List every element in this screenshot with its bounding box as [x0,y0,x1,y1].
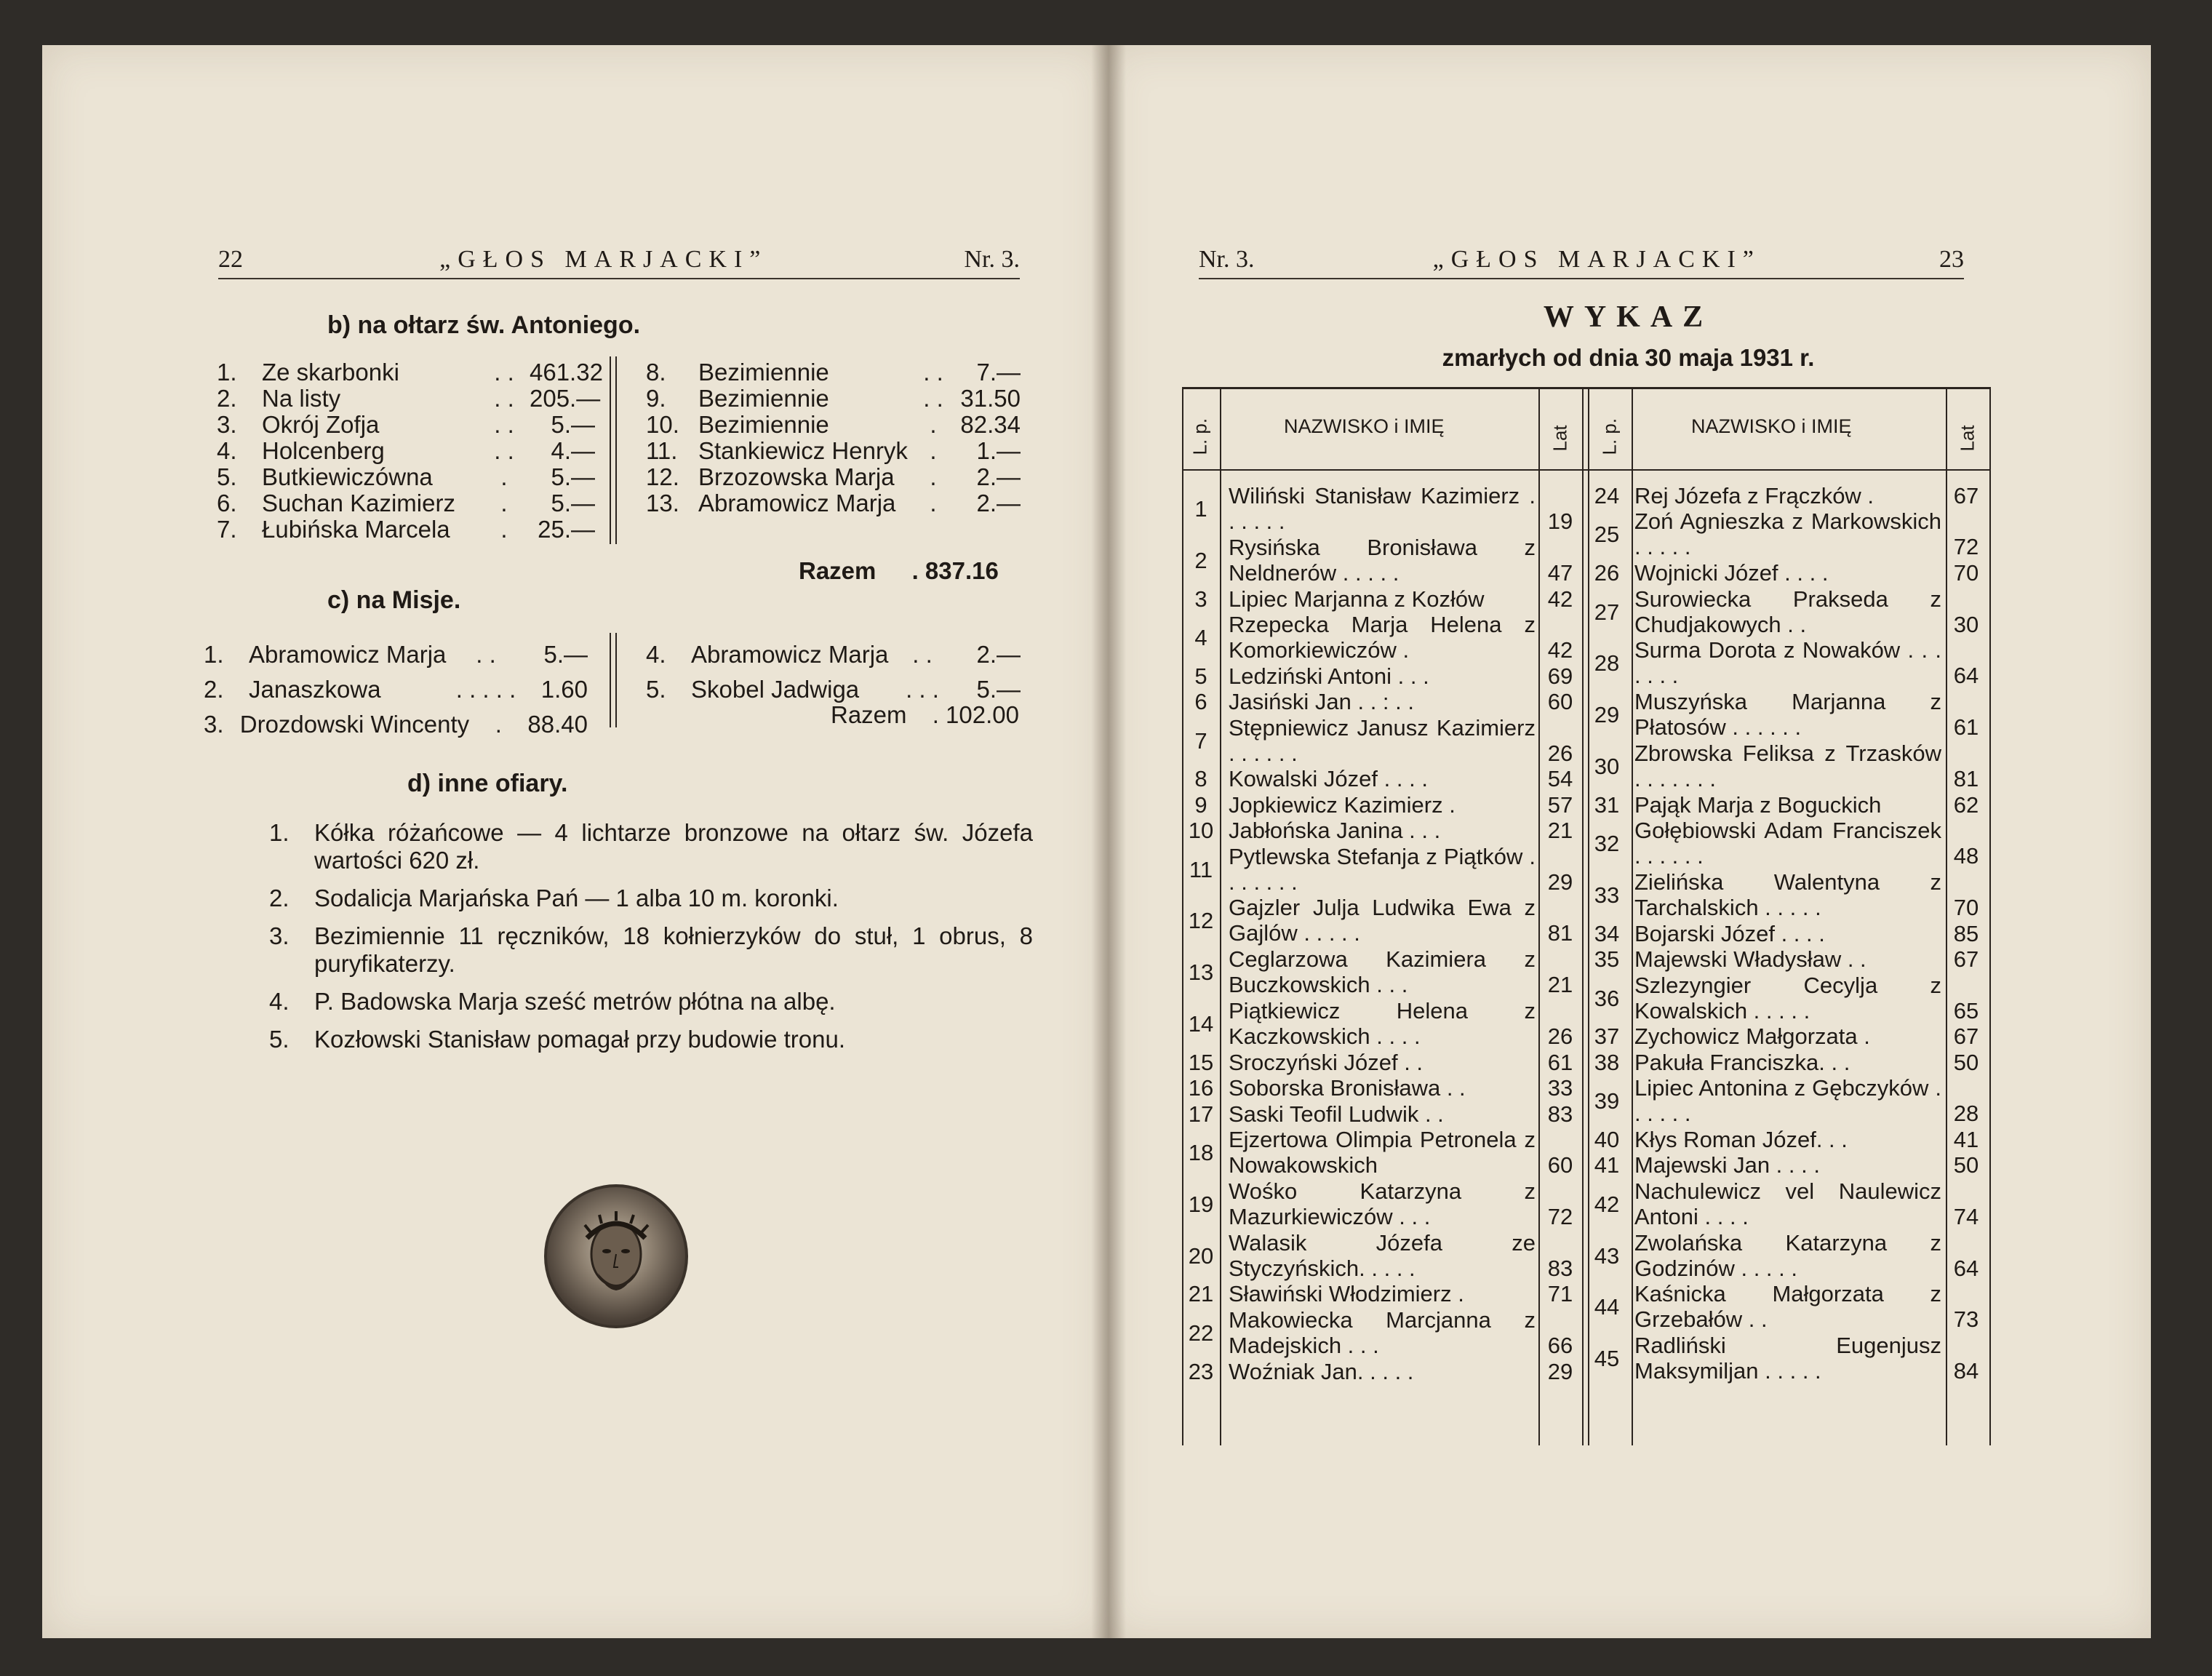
row-age: 73 [1953,1306,1979,1333]
offering-text: Kółka różańcowe — 4 lichtarze bronzowe na ołtarz św. Józefa wartości 620 zł. [314,819,1033,874]
offering-text: Sodalicja Marjańska Pań — 1 alba 10 m. koronki. [314,885,839,911]
section-b-total-label: Razem [799,557,877,584]
row-number: 30 [1594,754,1620,779]
donation-name: Łubińska Marcela [262,516,450,543]
row-number: 20 [1188,1242,1214,1269]
section-d-list [269,819,1033,1064]
row-number: 8 [1194,766,1207,792]
donation-number: 6. [217,490,237,516]
row-name: Ledziński Antoni . . . [1229,663,1429,689]
row-number: 17 [1188,1101,1214,1127]
donation-number: 1. [204,641,224,668]
row-name: Pakuła Franciszka. . . [1634,1049,1850,1075]
row-number: 32 [1594,831,1620,857]
row-number: 36 [1594,985,1620,1011]
row-age: 81 [1547,920,1573,946]
row-number: 14 [1188,1011,1214,1037]
donation-dots: . . [923,385,943,412]
donation-name: Bezimiennie [698,411,829,438]
row-name: Lipiec Antonina z Gębczyków . . . . . . [1634,1075,1941,1127]
donation-row [646,464,1021,490]
donation-row [646,359,1021,386]
row-number: 33 [1594,882,1620,908]
donation-name: Abramowicz Marja [698,490,896,516]
donation-dots: . . [494,359,514,386]
donation-name: Na listy [262,385,341,412]
donation-value: 2.— [976,641,1021,668]
donation-name: Okrój Zofja [262,411,380,438]
donation-value: 5.— [543,641,588,668]
row-age: 69 [1547,663,1573,689]
offering-text: Bezimiennie 11 ręczników, 18 kołnierzyków do stuł, 1 obrus, 8 puryfikaterzy. [314,922,1033,977]
donation-dots: . . [923,359,943,386]
row-name: Pająk Marja z Boguckich [1634,791,1882,818]
table-col-line [1989,389,1991,1445]
offering-number: 2. [269,885,290,911]
donation-name: Skobel Jadwiga [691,676,860,703]
row-age: 54 [1547,766,1573,792]
row-name: Bojarski Józef . . . . [1634,920,1825,946]
row-age: 67 [1953,483,1979,508]
row-number: 43 [1594,1242,1620,1269]
row-name: Gajzler Julja Ludwika Ewa z Gajlów . . . . . [1229,895,1536,946]
offering-text: P. Badowska Marja sześć metrów płótna na albę. [314,988,836,1015]
section-c-col1 [204,637,588,742]
donation-name: Ze skarbonki [262,359,399,386]
donation-dots: . . [476,641,496,668]
donation-dots: . [500,516,508,543]
row-number: 29 [1594,702,1620,728]
donation-row [217,359,603,386]
donation-number: 4. [646,641,666,668]
left-page-number: 22 [218,246,243,273]
row-age: 21 [1547,818,1573,844]
donation-row [217,464,595,490]
row-number: 5 [1194,663,1207,689]
row-age: 83 [1547,1101,1573,1127]
right-journal-title: „GŁOS MARJACKI” [1432,246,1761,273]
donation-value: 31.50 [960,385,1021,412]
row-age: 28 [1953,1101,1979,1127]
donation-dots: . . . . . [455,676,516,703]
donation-dots: . [500,490,508,516]
row-age: 70 [1953,895,1979,920]
row-age: 74 [1953,1203,1979,1229]
donation-value: 88.40 [527,711,588,738]
row-age: 42 [1547,586,1573,612]
row-name: Sroczyński Józef . . [1229,1049,1424,1075]
row-number: 35 [1594,946,1620,973]
header-lp-right: L. p. [1598,418,1621,455]
row-name: Jopkiewicz Kazimierz . [1229,791,1456,818]
donation-value: 205.— [530,385,601,412]
row-age: 65 [1953,997,1979,1023]
row-name: Surowiecka Prakseda z Chudjakowych . . [1634,586,1941,637]
donation-value: 4.— [551,437,595,464]
row-name: Ceglarzowa Kazimiera z Buczkowskich . . . [1229,946,1536,998]
donation-name: Butkiewiczówna [262,463,433,490]
row-name: Zychowicz Małgorzata . [1634,1023,1870,1050]
donation-number: 3. [204,711,224,738]
row-name: Saski Teofil Ludwik . . [1229,1101,1444,1127]
donation-name: Drozdowski Wincenty [239,711,470,738]
row-age: 83 [1547,1255,1573,1281]
offering-number: 5. [269,1026,290,1053]
row-age: 42 [1547,637,1573,663]
row-number: 26 [1594,560,1620,586]
header-name-left: NAZWISKO i IMIĘ [1284,415,1445,437]
header-age-left: Lat [1549,425,1571,452]
row-age: 67 [1953,946,1979,973]
row-age: 64 [1953,1255,1979,1281]
row-age: 29 [1547,869,1573,895]
row-name: Sławiński Włodzimierz . [1229,1281,1464,1307]
row-number: 38 [1594,1049,1620,1075]
list-title: WYKAZ [1543,300,1714,334]
row-name: Surma Dorota z Nowaków . . . . . . . [1634,637,1941,689]
row-name: Wośko Katarzyna z Mazurkiewiczów . . . [1229,1178,1536,1229]
donation-value: 25.— [538,516,595,543]
left-issue-number: Nr. 3. [964,246,1020,273]
donation-dots: . [500,463,508,490]
donation-value: 5.— [551,411,595,438]
donation-value: 82.34 [960,411,1021,438]
row-age: 85 [1953,920,1979,946]
row-age: 21 [1547,972,1573,998]
donation-number: 9. [646,385,666,412]
section-c-total [831,701,1019,729]
row-name: Gołębiowski Adam Franciszek . . . . . . [1634,818,1941,869]
row-number: 19 [1188,1191,1214,1217]
donation-dots: . . [494,437,514,464]
row-number: 15 [1188,1049,1214,1075]
donation-row [217,412,595,438]
row-number: 22 [1188,1320,1214,1346]
row-age: 71 [1547,1281,1573,1307]
table-col-line [1588,389,1589,1445]
donation-row [217,490,595,516]
row-name: Radliński Eugenjusz Maksymiljan . . . . . [1634,1333,1941,1384]
donation-value: 5.— [551,463,595,490]
row-name: Zoń Agnieszka z Markowskich . . . . . [1634,508,1941,560]
row-number: 21 [1188,1281,1214,1307]
row-age: 72 [1953,534,1979,560]
row-number: 16 [1188,1075,1214,1101]
donation-value: 2.— [976,463,1021,490]
donation-dots: . . . [906,676,939,703]
row-name: Zbrowska Feliksa z Trzasków . . . . . . . [1634,741,1941,791]
row-age: 60 [1547,1152,1573,1178]
donation-number: 12. [646,463,679,490]
row-number: 9 [1194,791,1207,818]
offering-number: 4. [269,988,290,1015]
row-name: Makowiecka Marcjanna z Madejskich . . . [1229,1306,1536,1358]
row-name: Szlezyngier Cecylja z Kowalskich . . . . . [1634,972,1941,1023]
row-name: Muszyńska Marjanna z Płatosów . . . . . . [1634,689,1941,741]
row-number: 41 [1594,1152,1620,1178]
section-c-total-label: Razem [831,701,907,728]
donation-dots: . . [494,385,514,412]
row-number: 34 [1594,920,1620,946]
donation-value: 5.— [551,490,595,516]
row-number: 31 [1594,791,1620,818]
row-name: Lipiec Marjanna z Kozłów [1229,586,1485,612]
row-number: 12 [1188,908,1214,934]
row-age: 30 [1953,611,1979,637]
offering-item [269,988,1033,1015]
row-name: Ejzertowa Olimpia Petronela z Nowakowskich [1229,1127,1536,1178]
donation-row [217,385,601,412]
row-name: Majewski Jan . . . . [1634,1152,1820,1178]
donation-number: 2. [204,676,224,703]
donation-row [204,672,588,707]
offering-number: 3. [269,922,290,949]
donation-number: 7. [217,516,237,543]
row-number: 37 [1594,1023,1620,1050]
section-d-title: d) inne ofiary. [407,770,568,797]
donation-dots: . [930,463,937,490]
row-name: Walasik Józefa ze Styczyńskich. . . . . [1229,1229,1536,1281]
header-lp-left: L. p. [1189,418,1211,455]
row-name: Zielińska Walentyna z Tarchalskich . . . . . [1634,869,1941,920]
offering-item [269,1026,1033,1053]
donation-number: 5. [217,463,237,490]
row-name: Kaśnicka Małgorzata z Grzebałów . . [1634,1281,1941,1333]
donation-number: 1. [217,359,237,386]
donation-number: 2. [217,385,237,412]
row-name: Wojnicki Józef . . . . [1634,560,1829,586]
donation-value: 2.— [976,490,1021,516]
left-page-header [218,246,1020,279]
donation-name: Janaszkowa [249,676,381,703]
row-number: 24 [1594,483,1620,508]
row-age: 41 [1953,1127,1979,1152]
section-b-total [799,557,999,585]
row-number: 3 [1194,586,1207,612]
offering-text: Kozłowski Stanisław pomagał przy budowie tronu. [314,1026,846,1053]
donation-number: 10. [646,411,679,438]
donation-number: 8. [646,359,666,386]
left-journal-title: „GŁOS MARJACKI” [439,246,768,273]
row-number: 25 [1594,522,1620,548]
row-number: 7 [1194,727,1207,754]
donation-number: 5. [646,676,666,703]
row-number: 28 [1594,650,1620,677]
header-age-right: Lat [1956,425,1979,452]
row-age: 61 [1547,1049,1573,1075]
donation-value: 1.60 [540,676,588,703]
right-page-header [1199,246,1964,279]
row-age: 33 [1547,1075,1573,1101]
donation-name: Bezimiennie [698,385,829,412]
donation-row [204,707,588,742]
section-c-col2 [646,637,1021,707]
section-c-total-value: . 102.00 [932,701,1019,728]
row-number: 13 [1188,959,1214,986]
table-col-line [1582,389,1584,1445]
header-name-right: NAZWISKO i IMIĘ [1691,415,1852,437]
section-b-total-value: . 837.16 [911,557,999,584]
row-number: 11 [1189,856,1213,882]
row-number: 42 [1594,1191,1620,1217]
row-age: 50 [1953,1152,1979,1178]
section-b-divider-2 [615,356,617,544]
row-age: 66 [1547,1332,1573,1358]
table-col-line [1632,389,1633,1445]
row-name: Wiliński Stanisław Kazimierz . . . . . . [1229,483,1536,534]
offering-number: 1. [269,819,290,846]
row-number: 23 [1188,1358,1214,1384]
row-age: 81 [1953,766,1979,791]
row-age: 29 [1547,1358,1573,1384]
donation-value: 7.— [976,359,1021,386]
row-name: Woźniak Jan. . . . . [1229,1358,1414,1384]
donation-name: Abramowicz Marja [249,641,447,668]
donation-value: 5.— [976,676,1021,703]
row-number: 4 [1194,625,1207,650]
row-age: 72 [1547,1203,1573,1229]
donation-name: Bezimiennie [698,359,829,386]
row-age: 57 [1547,791,1573,818]
row-name: Kowalski Józef . . . . [1229,766,1428,792]
row-age: 64 [1953,663,1979,689]
row-number: 18 [1188,1140,1214,1165]
row-name: Rysińska Bronisława z Neldnerów . . . . . [1229,534,1536,586]
donation-number: 3. [217,411,237,438]
donation-row [204,637,588,672]
offering-item [269,885,1033,912]
offering-item [269,922,1033,978]
donation-row [646,438,1021,464]
donation-value: 461.32 [530,359,603,386]
row-name: Jabłońska Janina . . . [1229,818,1441,844]
donation-name: Suchan Kazimierz [262,490,455,516]
section-b-col1 [217,359,603,543]
row-name: Piątkiewicz Helena z Kaczkowskich . . . . [1229,998,1536,1049]
medallion-face-icon [547,1187,685,1325]
row-age: 26 [1547,740,1573,766]
row-number: 1 [1194,496,1207,522]
row-name: Kłys Roman Józef. . . [1634,1127,1848,1152]
book-gutter [1091,45,1126,1638]
row-number: 44 [1594,1294,1620,1320]
row-age: 26 [1547,1023,1573,1049]
section-b-title: b) na ołtarz św. Antoniego. [327,311,641,339]
row-number: 45 [1594,1346,1620,1372]
donation-dots: . [495,711,502,738]
donation-number: 11. [646,437,678,464]
row-age: 47 [1547,559,1573,586]
row-name: Stępniewicz Janusz Kazimierz . . . . . . [1229,714,1536,766]
row-name: Rej Józefa z Frączków . [1634,483,1874,508]
row-age: 61 [1953,714,1979,741]
row-number: 6 [1194,689,1207,715]
row-age: 60 [1547,689,1573,715]
donation-name: Brzozowska Marja [698,463,895,490]
donation-name: Holcenberg [262,437,385,464]
row-age: 62 [1953,791,1979,818]
donation-row [646,386,1021,412]
section-c-divider-2 [615,633,617,727]
row-age: 67 [1953,1023,1979,1050]
donation-row [646,637,1021,672]
row-age: 50 [1953,1049,1979,1075]
christ-crown-of-thorns-medallion-image [544,1184,688,1328]
right-page-number: 23 [1939,246,1964,273]
row-age: 70 [1953,560,1979,586]
row-name: Pytlewska Stefanja z Piątków . . . . . . . [1229,843,1536,895]
row-number: 2 [1194,547,1207,573]
row-number: 40 [1594,1127,1620,1152]
list-subtitle: zmarłych od dnia 30 maja 1931 r. [1442,344,1815,371]
donation-row [646,490,1021,516]
row-number: 39 [1594,1088,1620,1114]
donation-dots: . [930,411,937,438]
row-age: 84 [1953,1358,1979,1384]
row-age: 19 [1547,508,1573,534]
donation-dots: . . [494,411,514,438]
row-number: 27 [1594,599,1620,625]
row-number: 10 [1188,818,1214,844]
row-name: Jasiński Jan . . : . . [1229,689,1414,715]
section-b-col2 [646,359,1021,516]
offering-item [269,819,1033,874]
donation-name: Stankiewicz Henryk [698,437,908,464]
row-name: Rzepecka Marja Helena z Komorkiewiczów . [1229,612,1536,663]
donation-dots: . [930,490,937,516]
section-c-title: c) na Misje. [327,586,461,614]
row-name: Soborska Bronisława . . [1229,1075,1466,1101]
right-issue-number: Nr. 3. [1199,246,1255,273]
donation-value: 1.— [976,437,1021,464]
row-age: 48 [1953,843,1979,869]
donation-dots: . [930,437,937,464]
donation-row [217,438,595,464]
section-c-divider [610,633,611,727]
row-name: Zwolańska Katarzyna z Godzinów . . . . . [1634,1229,1941,1281]
donation-number: 13. [646,490,679,516]
donation-row [646,412,1021,438]
row-name: Nachulewicz vel Naulewicz Antoni . . . . [1634,1178,1941,1229]
donation-dots: . . [912,641,933,668]
donation-number: 4. [217,437,237,464]
donation-row [217,516,595,543]
donation-name: Abramowicz Marja [691,641,889,668]
table-col-line [1220,389,1221,1445]
row-name: Majewski Władysław . . [1634,946,1866,973]
section-b-divider [610,356,611,544]
